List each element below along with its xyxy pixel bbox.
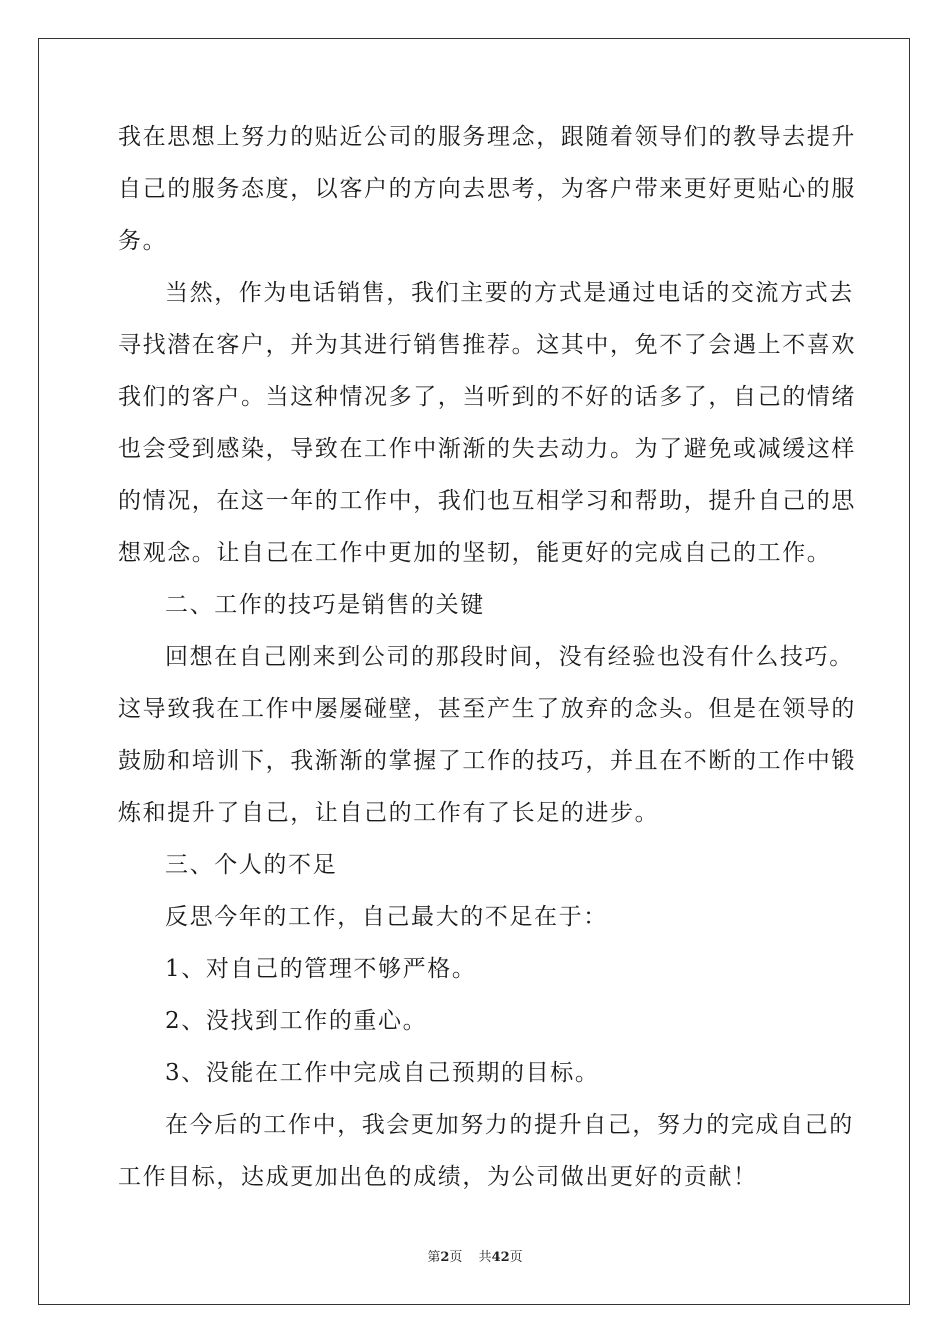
- text-line: 炼和提升了自己，让自己的工作有了长足的进步。: [118, 800, 660, 826]
- total-pages-indicator: [479, 1250, 523, 1265]
- text-line: 工作目标，达成更加出色的成绩，为公司做出更好的贡献！: [118, 1164, 758, 1190]
- list-item: 3、没能在工作中完成自己预期的目标。: [165, 1060, 600, 1086]
- text-line: 鼓励和培训下，我渐渐的掌握了工作的技巧，并且在不断的工作中锻: [118, 748, 856, 774]
- paragraph-start: 当然，作为电话销售，我们主要的方式是通过电话的交流方式去: [165, 280, 854, 306]
- page-number: 2: [440, 1250, 450, 1265]
- total-suffix: 页: [509, 1250, 523, 1265]
- text-line: 我们的客户。当这种情况多了，当听到的不好的话多了，自己的情绪: [118, 384, 856, 410]
- text-line: 的情况，在这一年的工作中，我们也互相学习和帮助，提升自己的思: [118, 488, 856, 514]
- paragraph-start: 回想在自己刚来到公司的那段时间，没有经验也没有什么技巧。: [165, 644, 854, 670]
- total-prefix: 共: [478, 1250, 492, 1265]
- text-line: 我在思想上努力的贴近公司的服务理念，跟随着领导们的教导去提升: [118, 124, 856, 150]
- list-item: 1、对自己的管理不够严格。: [165, 956, 477, 982]
- paragraph-start: 反思今年的工作，自己最大的不足在于：: [165, 904, 608, 930]
- list-item: 2、没找到工作的重心。: [165, 1008, 428, 1034]
- section-heading: 三、个人的不足: [165, 852, 338, 878]
- page-indicator: [427, 1250, 462, 1265]
- text-line: 也会受到感染，导致在工作中渐渐的失去动力。为了避免或减缓这样: [118, 436, 856, 462]
- text-line: 务。: [118, 228, 168, 254]
- text-line: 寻找潜在客户，并为其进行销售推荐。这其中，免不了会遇上不喜欢: [118, 332, 856, 358]
- text-line: 自己的服务态度，以客户的方向去思考，为客户带来更好更贴心的服: [118, 176, 856, 202]
- paragraph-start: 在今后的工作中，我会更加努力的提升自己，努力的完成自己的: [165, 1112, 854, 1138]
- page-prefix: 第: [427, 1250, 441, 1265]
- text-line: 想观念。让自己在工作中更加的坚韧，能更好的完成自己的工作。: [118, 540, 832, 566]
- page-footer: [0, 1246, 950, 1265]
- page-suffix: 页: [449, 1250, 463, 1265]
- text-line: 这导致我在工作中屡屡碰壁，甚至产生了放弃的念头。但是在领导的: [118, 696, 856, 722]
- section-heading: 二、工作的技巧是销售的关键: [165, 592, 485, 618]
- total-number: 42: [491, 1250, 510, 1265]
